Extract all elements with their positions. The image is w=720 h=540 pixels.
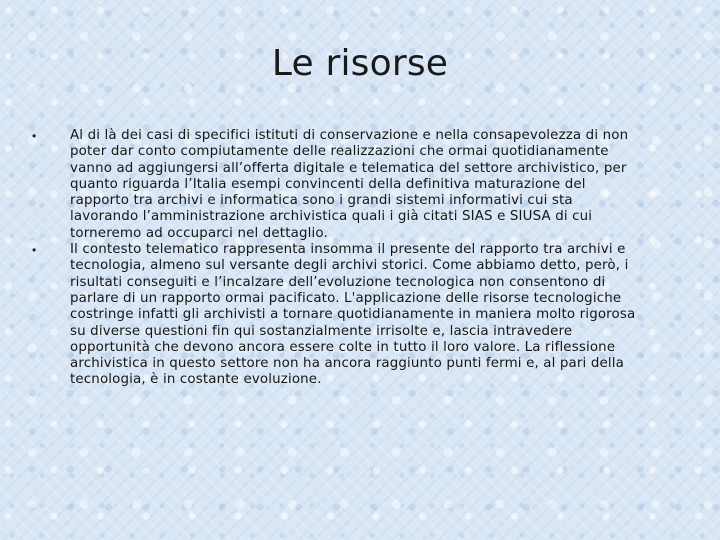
- bullet-item: [32, 242, 680, 389]
- bullet-list: [32, 128, 680, 389]
- text-line: tecnologia, è in costante evoluzione.: [70, 372, 322, 388]
- bullet-dot-icon: •: [32, 129, 37, 143]
- text-line: archivistica in questo settore non ha ancora raggiunto punti fermi e, al pari della: [70, 356, 624, 372]
- text-line: su diverse questioni fin qui sostanzialmente irrisolte e, lascia intravedere: [70, 323, 573, 339]
- text-line: rapporto tra archivi e informatica sono i grandi sistemi informativi cui sta: [70, 193, 573, 209]
- slide-title: Le risorse: [271, 43, 449, 84]
- text-line: risultati conseguiti e l’incalzare dell’evoluzione tecnologica non consentono di: [70, 274, 606, 290]
- text-line: costringe infatti gli archivisti a tornare quotidianamente in maniera molto rigorosa: [70, 307, 636, 323]
- text-line: tecnologia, almeno sul versante degli archivi storici. Come abbiamo detto, però, i: [70, 258, 629, 274]
- bullet-dot-icon: •: [32, 243, 37, 258]
- text-line: opportunità che devono ancora essere colte in tutto il loro valore. La riflessione: [70, 339, 616, 355]
- bullet-item: [32, 128, 680, 242]
- text-line: vanno ad aggiungersi all’offerta digitale e telematica del settore archivistico, per: [70, 160, 627, 176]
- text-line: poter dar conto compiutamente delle realizzazioni che ormai quotidianamente: [70, 144, 609, 160]
- text-line: Il contesto telematico rappresenta insomma il presente del rapporto tra archivi e: [70, 242, 626, 258]
- text-line: Al di là dei casi di specifici istituti di conservazione e nella consapevolezza di non: [70, 128, 629, 143]
- bullet-text: [70, 128, 680, 242]
- bullet-text: [70, 242, 680, 389]
- text-line: lavorando l’amministrazione archivistica quali i già citati SIAS e SIUSA di cui: [70, 209, 593, 225]
- text-line: torneremo ad occuparci nel dettaglio.: [70, 225, 328, 241]
- text-line: quanto riguarda l’Italia esempi convincenti della definitiva maturazione del: [70, 176, 586, 192]
- text-line: parlare di un rapporto ormai pacificato. L'applicazione delle risorse tecnologiche: [70, 290, 622, 306]
